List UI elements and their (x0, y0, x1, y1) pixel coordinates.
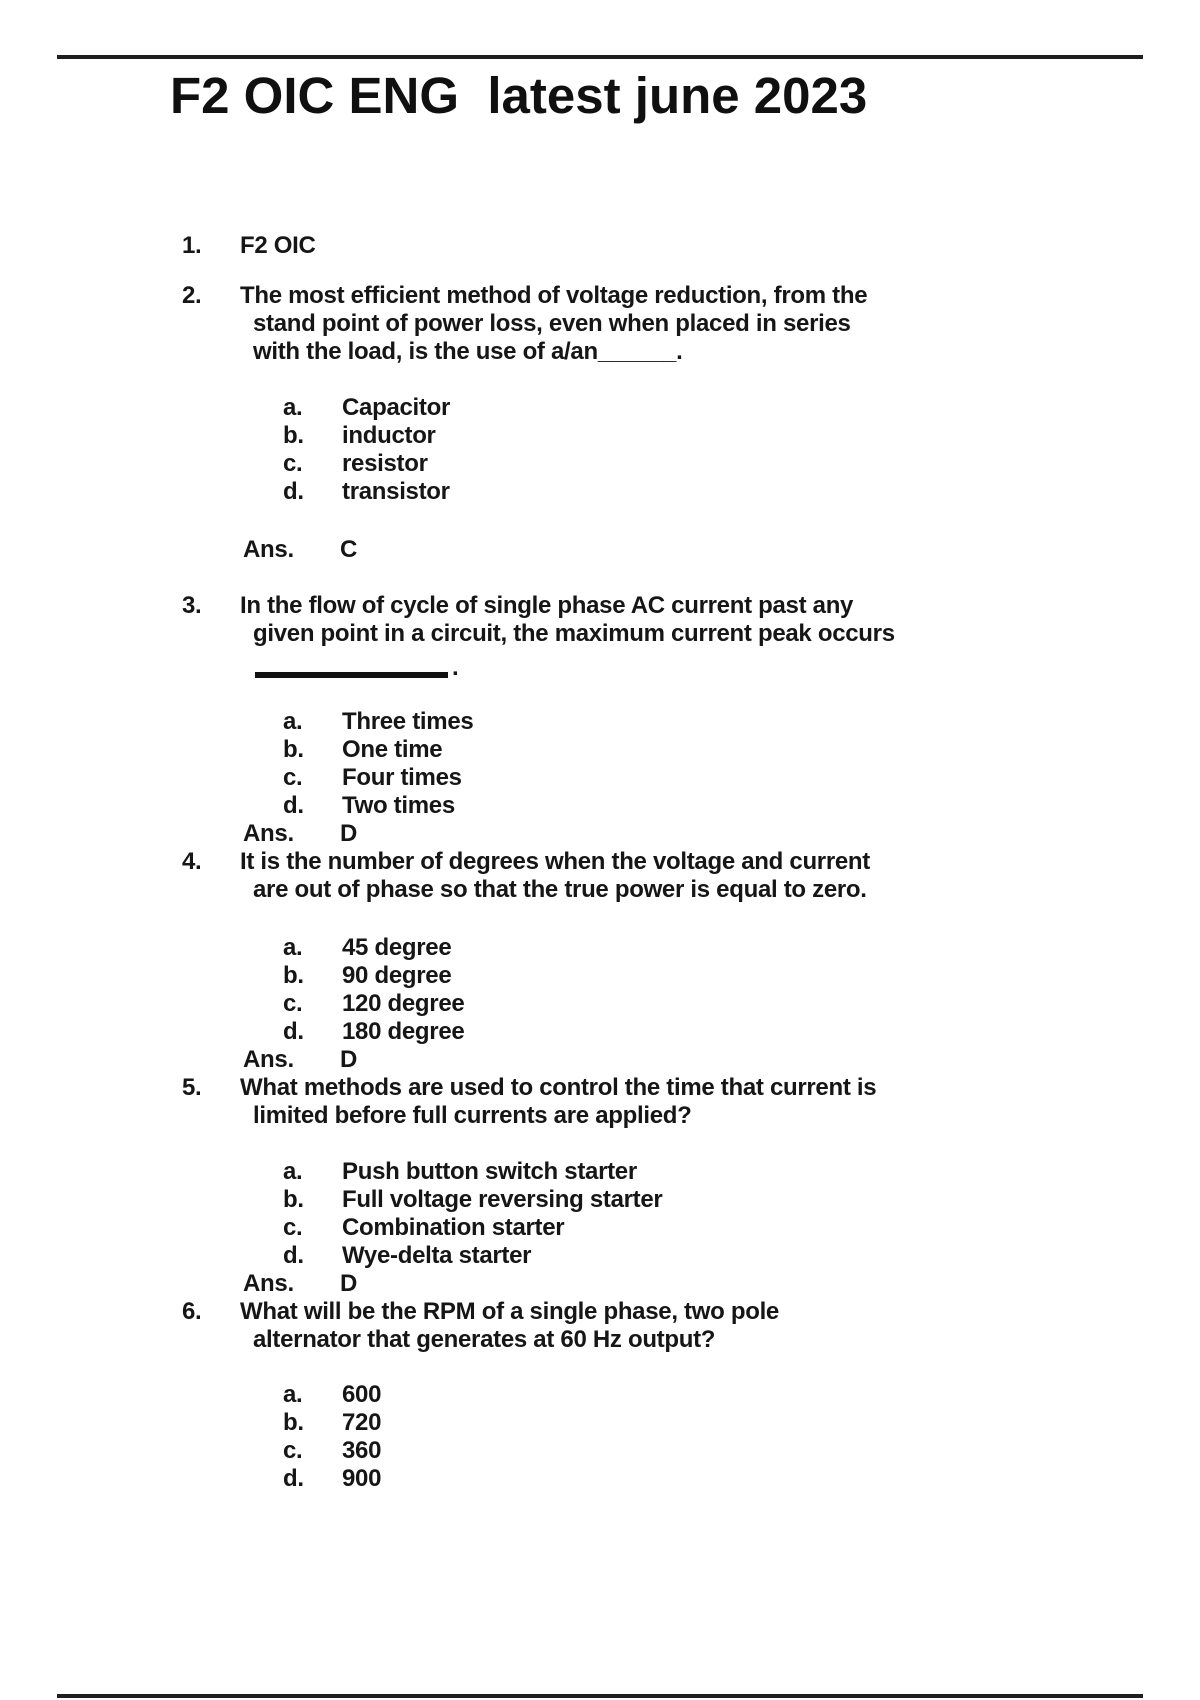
option-text: 600 (342, 1381, 382, 1408)
question-number: 2. (182, 282, 202, 309)
answer-value: D (340, 820, 358, 847)
option-text: Two times (342, 792, 455, 819)
option-text: transistor (342, 478, 450, 505)
option-letter: b. (283, 1409, 304, 1436)
question-text: with the load, is the use of a/an______. (253, 338, 683, 365)
option-letter: c. (283, 990, 303, 1017)
option-letter: c. (283, 450, 303, 477)
option-text: inductor (342, 422, 436, 449)
option-letter: a. (283, 1381, 303, 1408)
question-number: 6. (182, 1298, 202, 1325)
top-rule (57, 55, 1143, 59)
option-letter: b. (283, 422, 304, 449)
option-text: 45 degree (342, 934, 452, 961)
answer-value: D (340, 1046, 358, 1073)
option-text: One time (342, 736, 443, 763)
option-text: Three times (342, 708, 474, 735)
question-text: limited before full currents are applied? (253, 1102, 692, 1129)
question-text: What methods are used to control the time that current is (240, 1074, 877, 1101)
question-text: are out of phase so that the true power is equal to zero. (253, 876, 867, 903)
question-number: 4. (182, 848, 202, 875)
option-letter: a. (283, 1158, 303, 1185)
option-text: Four times (342, 764, 462, 791)
option-text: Combination starter (342, 1214, 565, 1241)
option-letter: a. (283, 934, 303, 961)
option-letter: c. (283, 764, 303, 791)
option-text: resistor (342, 450, 428, 477)
answer-label: Ans. (243, 536, 294, 563)
question-text: F2 OIC (240, 232, 316, 259)
question-text: stand point of power loss, even when placed in series (253, 310, 851, 337)
question-text: In the flow of cycle of single phase AC current past any (240, 592, 854, 619)
option-letter: d. (283, 1465, 304, 1492)
option-letter: c. (283, 1437, 303, 1464)
option-letter: b. (283, 962, 304, 989)
page-title: F2 OIC ENG latest june 2023 (170, 67, 868, 124)
option-text: Capacitor (342, 394, 450, 421)
option-letter: b. (283, 1186, 304, 1213)
answer-blank-line (255, 672, 448, 678)
option-text: 180 degree (342, 1018, 465, 1045)
option-letter: a. (283, 394, 303, 421)
question-number: 3. (182, 592, 202, 619)
question-number: 5. (182, 1074, 202, 1101)
option-letter: a. (283, 708, 303, 735)
option-letter: b. (283, 736, 304, 763)
option-letter: d. (283, 1018, 304, 1045)
question-text: alternator that generates at 60 Hz output? (253, 1326, 716, 1353)
option-letter: d. (283, 1242, 304, 1269)
answer-label: Ans. (243, 1046, 294, 1073)
option-letter: c. (283, 1214, 303, 1241)
option-letter: d. (283, 478, 304, 505)
question-text: What will be the RPM of a single phase, two pole (240, 1298, 779, 1325)
option-text: 900 (342, 1465, 382, 1492)
question-number: 1. (182, 232, 202, 259)
blank-line-period: . (452, 654, 459, 681)
option-text: 720 (342, 1409, 382, 1436)
question-text: The most efficient method of voltage reduction, from the (240, 282, 868, 309)
option-text: Wye-delta starter (342, 1242, 532, 1269)
answer-label: Ans. (243, 820, 294, 847)
option-text: 120 degree (342, 990, 465, 1017)
answer-value: C (340, 536, 358, 563)
bottom-rule (57, 1694, 1143, 1698)
answer-value: D (340, 1270, 358, 1297)
answer-label: Ans. (243, 1270, 294, 1297)
question-text: It is the number of degrees when the voltage and current (240, 848, 870, 875)
option-text: Full voltage reversing starter (342, 1186, 663, 1213)
option-text: Push button switch starter (342, 1158, 637, 1185)
option-text: 90 degree (342, 962, 452, 989)
question-text: given point in a circuit, the maximum current peak occurs (253, 620, 895, 647)
option-text: 360 (342, 1437, 382, 1464)
option-letter: d. (283, 792, 304, 819)
